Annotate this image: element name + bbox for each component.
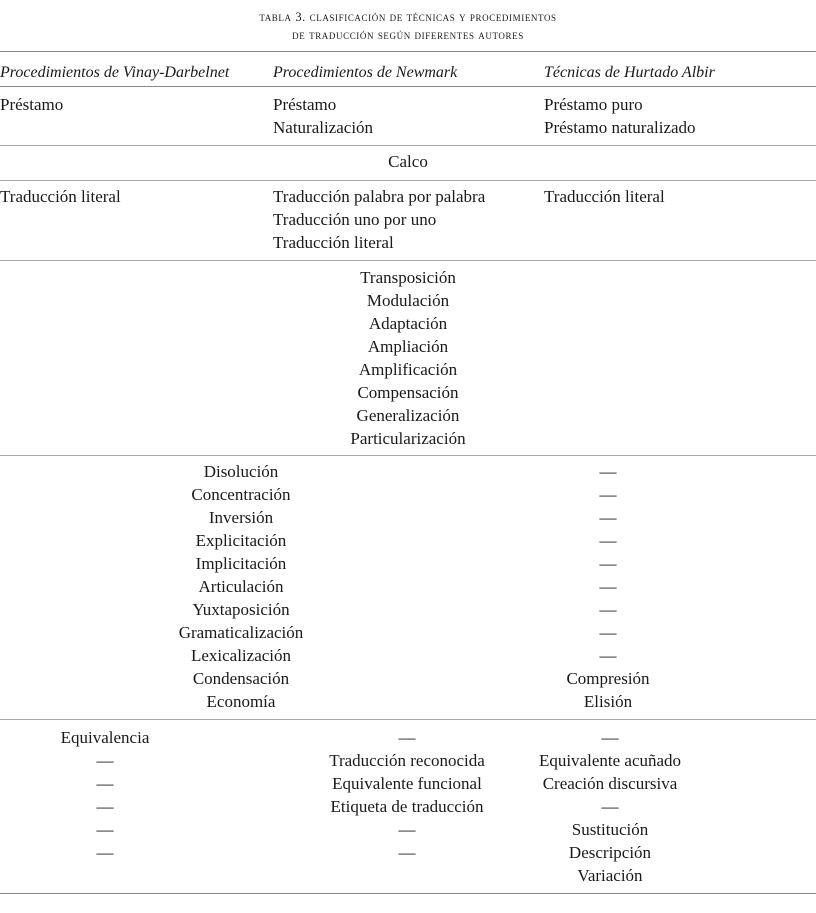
calco-shared [0,150,816,173]
prestamo-hurtado [544,93,696,139]
table-cell: Etiqueta de traducción [330,797,484,816]
table-cell: — [601,728,619,747]
prestamo-vinay [0,93,63,116]
table-cell: Sustitución [571,820,649,839]
table-cell: Traducción uno por uno [273,210,437,229]
table-cell: — [398,728,416,747]
vinay-newmark-techniques [91,460,391,713]
table-cell: Traducción reconocida [329,751,485,770]
header-vinay: Procedimientos de Vinay-Darbelnet [0,64,230,81]
literal-newmark [273,185,485,254]
table-cell: Préstamo puro [544,95,643,114]
table-cell: Economía [206,692,276,711]
table-cell: Naturalización [273,118,374,137]
table-cell: Traducción literal [273,233,394,252]
table-cell: Modulación [366,291,450,310]
equivalencia-hurtado [510,726,710,887]
table-cell: Concentración [191,485,291,504]
table-cell: — [599,623,617,642]
divider [0,260,816,261]
divider [0,145,816,146]
table-cell: Elisión [583,692,633,711]
table-cell: — [96,751,114,770]
table-cell: Ampliación [367,337,449,356]
equivalencia-vinay [5,726,205,864]
table-cell: Calco [388,152,428,171]
table-title [0,8,816,44]
table-cell: Préstamo [0,95,64,114]
table-cell: Traducción literal [0,187,121,206]
table-cell: Compresión [566,669,650,688]
shared-all-techniques [0,266,816,450]
table-cell: — [96,843,114,862]
table-cell: — [398,843,416,862]
divider [0,719,816,720]
table-cell: — [599,531,617,550]
divider [0,180,816,181]
table-cell: Inversión [208,508,274,527]
table-cell: Disolución [203,462,279,481]
table-cell: Variación [577,866,643,885]
table-cell: Generalización [356,406,460,425]
table-cell: Traducción palabra por palabra [273,187,486,206]
table-cell: — [599,554,617,573]
table-cell: — [96,774,114,793]
table-cell: Compensación [357,383,459,402]
top-rule [0,51,816,52]
table-cell: — [599,485,617,504]
table-cell: Yuxtaposición [192,600,290,619]
table-cell: — [398,820,416,839]
table-cell: — [96,797,114,816]
literal-vinay [0,185,121,208]
table-cell: Transposición [360,268,456,287]
vinay-newmark-hurtado [508,460,708,713]
table-cell: — [601,797,619,816]
table-cell: Gramaticalización [178,623,304,642]
table-cell: Equivalencia [60,728,150,747]
table-cell: Adaptación [368,314,448,333]
table-cell: Lexicalización [190,646,292,665]
table-title-line-1: tabla 3. clasificación de técnicas y procedimientos [259,10,557,24]
table-cell: Préstamo [273,95,337,114]
table-title-line-2: de traducción según diferentes autores [292,28,524,42]
table-cell: Explicitación [195,531,287,550]
header-rule [0,86,816,87]
table-cell: Condensación [192,669,290,688]
table-cell: — [599,508,617,527]
prestamo-newmark [273,93,373,139]
table-cell: Descripción [568,843,652,862]
table-cell: Creación discursiva [542,774,678,793]
table-cell: Préstamo naturalizado [544,118,696,137]
table-cell: — [599,577,617,596]
table-cell: Amplificación [358,360,458,379]
bottom-rule [0,893,816,894]
table-cell: Implicitación [195,554,287,573]
table-cell: — [599,600,617,619]
table-cell: Equivalente acuñado [538,751,682,770]
literal-hurtado [544,185,665,208]
header-hurtado: Técnicas de Hurtado Albir [544,64,715,81]
divider [0,455,816,456]
table-cell: Traducción literal [544,187,665,206]
header-newmark: Procedimientos de Newmark [273,64,458,81]
table-cell: — [599,462,617,481]
equivalencia-newmark [307,726,507,864]
table-cell: Equivalente funcional [332,774,482,793]
table-cell: — [599,646,617,665]
table-cell: — [96,820,114,839]
table-cell: Particularización [350,429,466,448]
table-cell: Articulación [198,577,284,596]
